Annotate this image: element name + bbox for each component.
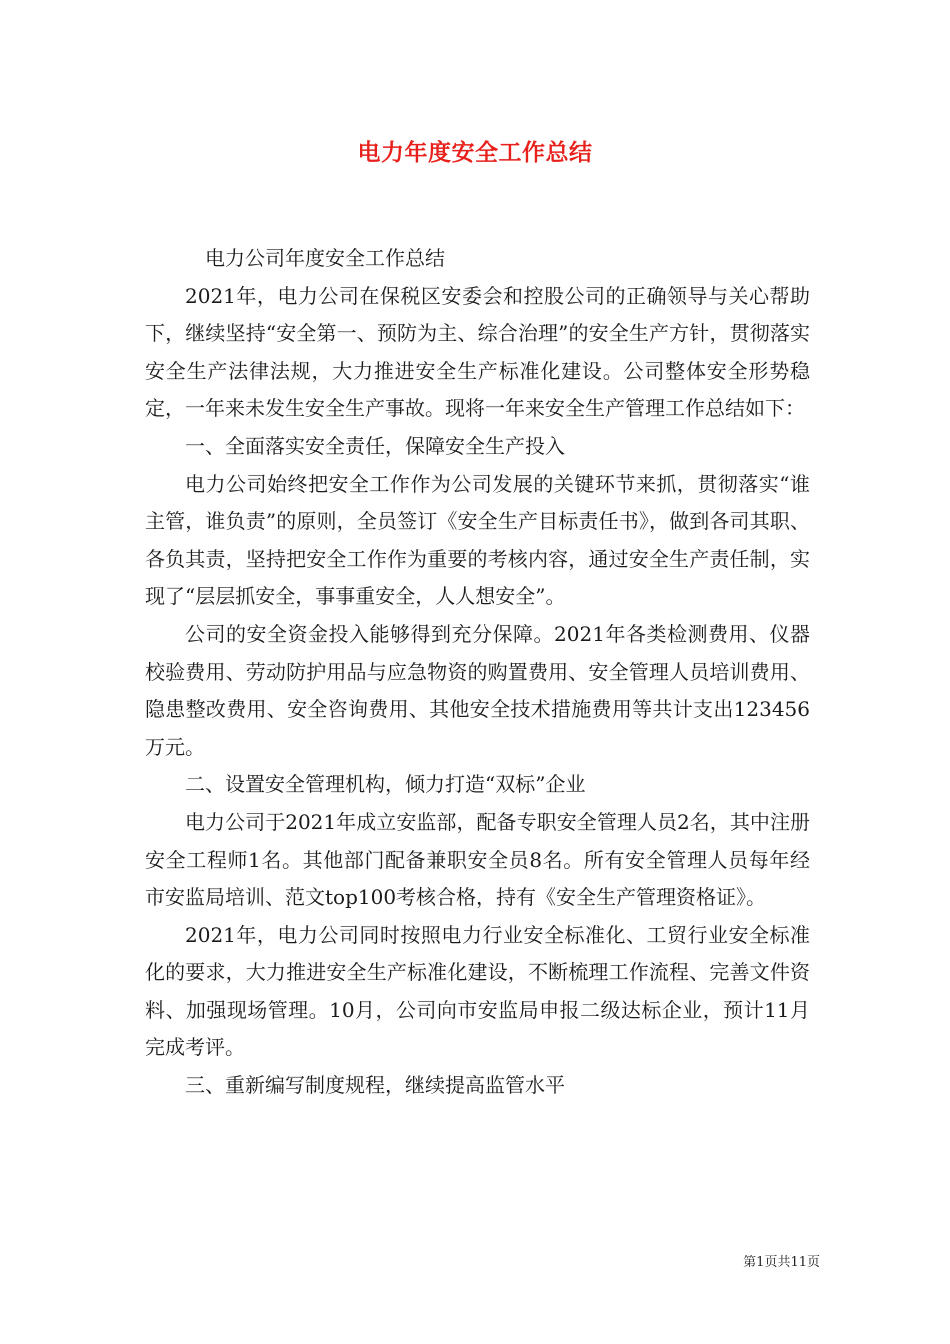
section-2-paragraph-1: 电力公司于2021年成立安监部，配备专职安全管理人员2名，其中注册安全工程师1名。其他部门配备兼职安全员8名。所有安全管理人员每年经市安监局培训、范文top100考核合格，持有《安全生产管理资格证》。 <box>145 809 810 910</box>
section-1-paragraph-2: 公司的安全资金投入能够得到充分保障。2021年各类检测费用、仪器校验费用、劳动防护用品与应急物资的购置费用、安全管理人员培训费用、隐患整改费用、安全咨询费用、其他安全技术措施费用等共计支出123456万元。 <box>145 621 810 759</box>
section-heading-3: 三、重新编写制度规程，继续提高监管水平 <box>185 1073 565 1098</box>
document-body <box>145 240 810 1105</box>
section-heading-1: 一、全面落实安全责任，保障安全生产投入 <box>185 433 565 458</box>
section-2-paragraph-2: 2021年，电力公司同时按照电力行业安全标准化、工贸行业安全标准化的要求，大力推进安全生产标准化建设，不断梳理工作流程、完善文件资料、加强现场管理。10月，公司向市安监局申报二级达标企业，预计11月完成考评。 <box>145 922 810 1060</box>
section-1-paragraph-1: 电力公司始终把安全工作作为公司发展的关键环节来抓，贯彻落实“谁主管，谁负责”的原则，全员签订《安全生产目标责任书》，做到各司其职、各负其责，坚持把安全工作作为重要的考核内容，通过安全生产责任制，实现了“层层抓安全，事事重安全，人人想安全”。 <box>145 471 810 609</box>
section-heading-2: 二、设置安全管理机构，倾力打造“双标”企业 <box>185 772 586 797</box>
intro-paragraph: 2021年，电力公司在保税区安委会和控股公司的正确领导与关心帮助下，继续坚持“安全第一、预防为主、综合治理”的安全生产方针，贯彻落实安全生产法律法规，大力推进安全生产标准化建设。公司整体安全形势稳定，一年来未发生安全生产事故。现将一年来安全生产管理工作总结如下： <box>145 283 810 421</box>
page-title: 电力年度安全工作总结 <box>357 139 593 166</box>
subtitle-paragraph: 电力公司年度安全工作总结 <box>205 246 445 270</box>
page-number: 第1页共11页 <box>743 1255 820 1270</box>
